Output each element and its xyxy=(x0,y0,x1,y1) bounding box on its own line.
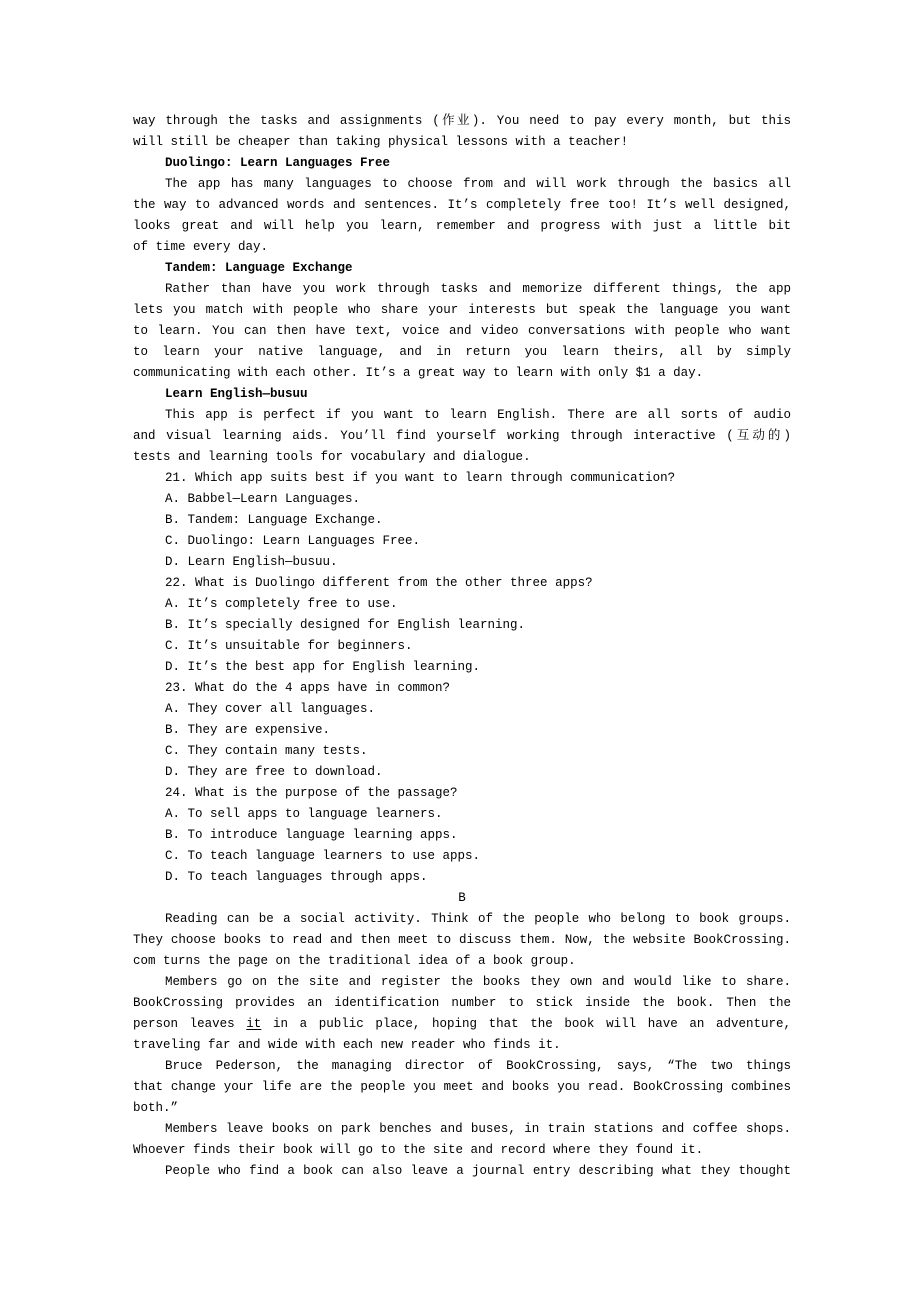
text-segment: Learn English—busuu xyxy=(165,387,308,401)
text-segment: A. Babbel—Learn Languages. xyxy=(165,492,361,506)
text-segment: A. To sell apps to language learners. xyxy=(165,807,443,821)
paragraph xyxy=(133,174,791,258)
text-line xyxy=(133,783,791,804)
text-line xyxy=(133,342,791,363)
text-line xyxy=(133,1056,791,1077)
text-segment: communicating with each other. It’s a great way to learn with only $1 a day. xyxy=(133,366,704,380)
text-segment: This app is perfect if you want to learn English. There are all sorts of audio xyxy=(165,408,791,422)
text-line xyxy=(133,216,791,237)
paragraph xyxy=(133,867,791,888)
paragraph xyxy=(133,405,791,468)
paragraph xyxy=(133,531,791,552)
paragraph xyxy=(133,720,791,741)
text-line xyxy=(133,447,791,468)
text-segment: person leaves xyxy=(133,1017,247,1031)
paragraph xyxy=(133,846,791,867)
text-segment: way through the tasks and assignments (作业). You need to pay every month, but this xyxy=(133,114,791,128)
text-segment: The app has many languages to choose from and will work through the basics all xyxy=(165,177,791,191)
text-segment: D. It’s the best app for English learning. xyxy=(165,660,481,674)
text-segment: Tandem: Language Exchange xyxy=(165,261,353,275)
text-line xyxy=(133,174,791,195)
paragraph xyxy=(133,699,791,720)
text-segment: C. Duolingo: Learn Languages Free. xyxy=(165,534,421,548)
text-line xyxy=(133,132,791,153)
text-segment: and visual learning aids. You’ll find yourself working through interactive (互动的) xyxy=(133,429,791,443)
paragraph xyxy=(133,678,791,699)
text-line xyxy=(133,153,791,174)
text-segment: 23. What do the 4 apps have in common? xyxy=(165,681,451,695)
text-segment: They choose books to read and then meet to discuss them. Now, the website BookCrossing. xyxy=(133,933,791,947)
text-line xyxy=(133,1161,791,1182)
text-line xyxy=(133,195,791,216)
text-line xyxy=(133,993,791,1014)
text-line xyxy=(133,300,791,321)
text-segment: to learn. You can then have text, voice and video conversations with people who want xyxy=(133,324,791,338)
text-segment: B. They are expensive. xyxy=(165,723,331,737)
text-line xyxy=(133,237,791,258)
text-line xyxy=(133,1014,791,1035)
text-segment: D. They are free to download. xyxy=(165,765,383,779)
text-line xyxy=(133,468,791,489)
text-line xyxy=(133,678,791,699)
text-line xyxy=(133,489,791,510)
text-segment: 22. What is Duolingo different from the other three apps? xyxy=(165,576,593,590)
text-segment: 24. What is the purpose of the passage? xyxy=(165,786,458,800)
paragraph xyxy=(133,489,791,510)
text-line xyxy=(133,699,791,720)
text-line xyxy=(133,1098,791,1119)
text-line xyxy=(133,867,791,888)
paragraph xyxy=(133,111,791,153)
text-segment: both.” xyxy=(133,1101,179,1115)
text-line xyxy=(133,1119,791,1140)
text-segment: B. It’s specially designed for English learning. xyxy=(165,618,526,632)
text-line xyxy=(133,573,791,594)
text-segment: traveling far and wide with each new reader who finds it. xyxy=(133,1038,561,1052)
text-segment: People who find a book can also leave a journal entry describing what they thought xyxy=(165,1164,791,1178)
text-line xyxy=(133,741,791,762)
text-line xyxy=(133,846,791,867)
text-segment: the way to advanced words and sentences. It’s completely free too! It’s well designed, xyxy=(133,198,791,212)
text-line xyxy=(133,258,791,279)
paragraph xyxy=(133,510,791,531)
text-segment: A. It’s completely free to use. xyxy=(165,597,398,611)
text-segment: C. They contain many tests. xyxy=(165,744,368,758)
paragraph xyxy=(133,1119,791,1161)
text-segment: A. They cover all languages. xyxy=(165,702,376,716)
text-line xyxy=(133,321,791,342)
text-line xyxy=(133,531,791,552)
text-segment: Members leave books on park benches and buses, in train stations and coffee shops. xyxy=(165,1122,791,1136)
text-segment: looks great and will help you learn, remember and progress with just a little bit xyxy=(133,219,791,233)
text-line xyxy=(133,888,791,909)
text-line xyxy=(133,1035,791,1056)
text-segment: B. Tandem: Language Exchange. xyxy=(165,513,383,527)
text-line xyxy=(133,363,791,384)
document-content xyxy=(133,111,791,1182)
text-segment: that change your life are the people you meet and books you read. BookCrossing combines xyxy=(133,1080,791,1094)
paragraph xyxy=(133,594,791,615)
text-segment: to learn your native language, and in return you learn theirs, all by simply xyxy=(133,345,791,359)
text-line xyxy=(133,657,791,678)
text-segment: BookCrossing provides an identification number to stick inside the book. Then the xyxy=(133,996,791,1010)
paragraph xyxy=(133,615,791,636)
text-segment: in a public place, hoping that the book will have an adventure, xyxy=(261,1017,791,1031)
paragraph xyxy=(133,657,791,678)
text-line xyxy=(133,825,791,846)
text-segment: 21. Which app suits best if you want to learn through communication? xyxy=(165,471,676,485)
paragraph xyxy=(133,1161,791,1182)
text-segment: lets you match with people who share your interests but speak the language you want xyxy=(133,303,791,317)
paragraph xyxy=(133,573,791,594)
paragraph xyxy=(133,552,791,573)
text-line xyxy=(133,951,791,972)
text-line xyxy=(133,279,791,300)
text-line xyxy=(133,594,791,615)
text-line xyxy=(133,384,791,405)
text-line xyxy=(133,762,791,783)
text-line xyxy=(133,804,791,825)
paragraph xyxy=(133,804,791,825)
text-segment: B xyxy=(458,891,466,905)
paragraph xyxy=(133,279,791,384)
paragraph xyxy=(133,909,791,972)
text-segment: Duolingo: Learn Languages Free xyxy=(165,156,391,170)
text-line xyxy=(133,972,791,993)
text-segment: D. To teach languages through apps. xyxy=(165,870,428,884)
paragraph xyxy=(133,741,791,762)
text-line xyxy=(133,111,791,132)
text-segment: com turns the page on the traditional idea of a book group. xyxy=(133,954,576,968)
text-segment: Rather than have you work through tasks and memorize different things, the app xyxy=(165,282,791,296)
text-segment: of time every day. xyxy=(133,240,269,254)
text-segment: will still be cheaper than taking physical lessons with a teacher! xyxy=(133,135,629,149)
paragraph xyxy=(133,153,791,174)
text-segment: Members go on the site and register the books they own and would like to share. xyxy=(165,975,791,989)
paragraph xyxy=(133,762,791,783)
paragraph xyxy=(133,258,791,279)
text-segment: B. To introduce language learning apps. xyxy=(165,828,458,842)
text-line xyxy=(133,1077,791,1098)
text-segment: D. Learn English—busuu. xyxy=(165,555,338,569)
paragraph xyxy=(133,888,791,909)
text-line xyxy=(133,636,791,657)
text-segment: C. To teach language learners to use apps. xyxy=(165,849,481,863)
text-segment: Whoever finds their book will go to the site and record where they found it. xyxy=(133,1143,704,1157)
text-line xyxy=(133,405,791,426)
paragraph xyxy=(133,825,791,846)
paragraph xyxy=(133,468,791,489)
text-segment: tests and learning tools for vocabulary and dialogue. xyxy=(133,450,531,464)
text-line xyxy=(133,615,791,636)
paragraph xyxy=(133,972,791,1056)
text-line xyxy=(133,1140,791,1161)
paragraph xyxy=(133,1056,791,1119)
text-line xyxy=(133,552,791,573)
text-line xyxy=(133,510,791,531)
paragraph xyxy=(133,384,791,405)
text-line xyxy=(133,426,791,447)
underlined-word: it xyxy=(246,1017,262,1031)
text-line xyxy=(133,720,791,741)
paragraph xyxy=(133,636,791,657)
paragraph xyxy=(133,783,791,804)
text-segment: C. It’s unsuitable for beginners. xyxy=(165,639,413,653)
text-line xyxy=(133,909,791,930)
text-segment: Reading can be a social activity. Think of the people who belong to book groups. xyxy=(165,912,791,926)
text-line xyxy=(133,930,791,951)
text-segment: Bruce Pederson, the managing director of BookCrossing, says, “The two things xyxy=(165,1059,791,1073)
